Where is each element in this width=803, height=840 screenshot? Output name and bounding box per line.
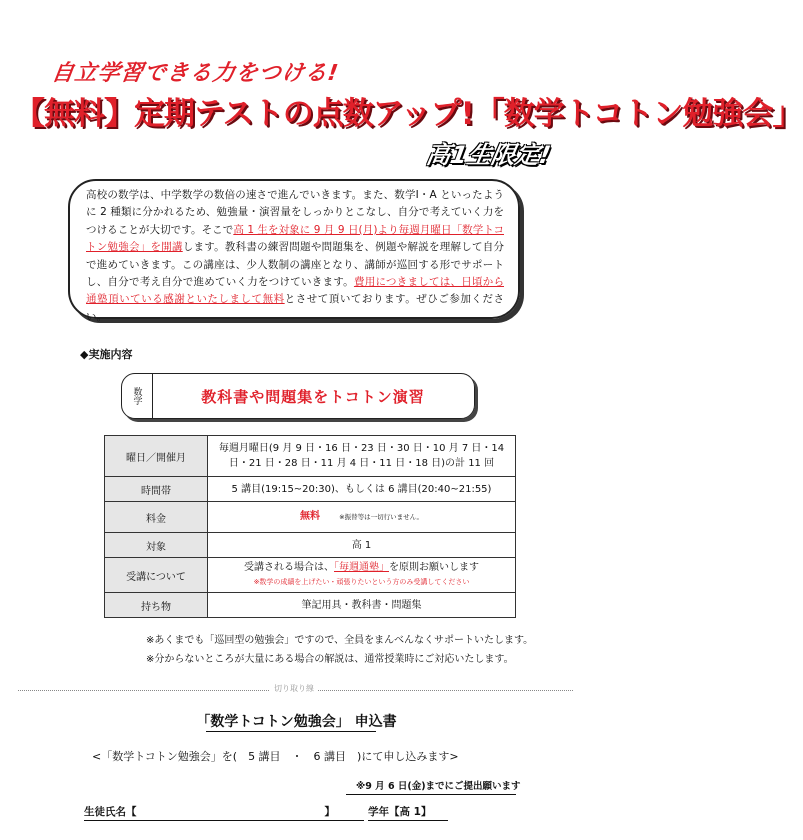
table-row [105, 533, 516, 558]
attendance-pre: 受講される場合は、 [244, 562, 334, 573]
intro-text-highlight-1: 高 1 生を対象に 9 月 9 日(月)より毎週月曜日「数学トコトン勉強会」を開講 [86, 223, 504, 254]
deadline: ※9 月 6 日(金)までにご提出願います [356, 781, 521, 792]
table-row [105, 593, 516, 618]
headline: 【無料】定期テストの点数アップ!「数学トコトン勉強会」 [14, 96, 803, 132]
row-value: 毎週月曜日(9 月 9 日・16 日・23 日・30 日・10 月 7 日・14 日・21 日・28 日・11 月 4 日・11 日・18 日)の計 11 回 [208, 436, 516, 477]
table-row [105, 436, 516, 477]
row-value [208, 558, 516, 593]
deadline-underline [346, 794, 516, 795]
intro-text-highlight-2: 費用につきましては、日頃から通塾頂いている感謝といたしまして無料 [86, 276, 504, 306]
session-choice[interactable]: <「数学トコトン勉強会」を( 5 講目 ・ 6 講目 )にて申し込みます> [92, 750, 459, 763]
grade-underline [368, 820, 448, 821]
row-value: 5 講目(19:15~20:30)、もしくは 6 講目(20:40~21:55) [208, 477, 516, 502]
attendance-post: を原則お願いします [389, 562, 479, 573]
intro-box [68, 179, 520, 323]
student-name-field[interactable] [84, 804, 335, 819]
intro-text-1: 高校の数学は、中学数学の数倍の速さで進んでいきます。また、数学Ⅰ・A といったように 2 種類に分かれるため、勉強量・演習量をしっかりとこなし、自分で考えていく力をつけることが大切です。そこで [86, 189, 504, 236]
table-row [105, 477, 516, 502]
row-header: 対象 [105, 533, 208, 558]
attendance-note: ※数学の成績を上げたい・頑張りたいという方のみ受講してください [253, 578, 470, 586]
subject-text: 教科書や問題集をトコトン演習 [201, 387, 425, 406]
student-name-underline [84, 820, 364, 821]
student-name-close: 】 [324, 806, 335, 818]
row-value [208, 502, 516, 533]
limited-badge: 高1生限定! [424, 141, 553, 169]
intro-text-2: します。教科書の練習問題や問題集を、例題や解説を理解して自分で進めていきます。この講座は、少人数制の講座となり、講師が巡回する形でサポートし、自分で考え自分で進めていく力をつけていきます。 [86, 241, 504, 289]
row-header: 料金 [105, 502, 208, 533]
subject-label: 数学 [122, 374, 153, 418]
grade-field: 学年【高 1】 [368, 806, 432, 818]
student-name-label: 生徒氏名【 [84, 806, 137, 818]
note-2: ※分からないところが大量にある場合の解説は、通常授業時にご対応いたします。 [146, 654, 514, 665]
attendance-red: 「毎週通塾」 [334, 562, 389, 573]
row-header: 時間帯 [105, 477, 208, 502]
row-header: 受講について [105, 558, 208, 593]
row-value: 高 1 [208, 533, 516, 558]
table-row [105, 558, 516, 593]
info-table [104, 435, 516, 618]
slogan: 自立学習できる力をつける! [49, 61, 341, 86]
fee-note: ※振替等は一切行いません。 [339, 513, 424, 521]
application-title: 「数学トコトン勉強会」 申込書 [196, 714, 397, 730]
attendance-line [212, 560, 511, 575]
note-1: ※あくまでも「巡回型の勉強会」ですので、全員をまんべんなくサポートいたします。 [146, 635, 534, 646]
section-title: ◆実施内容 [80, 348, 133, 361]
subject-box [121, 373, 475, 419]
row-value: 筆記用具・教科書・問題集 [208, 593, 516, 618]
fee-value: 無料 [299, 511, 320, 522]
table-row [105, 502, 516, 533]
application-title-underline [206, 731, 376, 732]
row-header: 持ち物 [105, 593, 208, 618]
intro-text-3: とさせて頂いております。ぜひご参加ください。 [86, 293, 504, 323]
cut-label: 切り取り線 [270, 683, 318, 694]
row-header: 曜日／開催月 [105, 436, 208, 477]
